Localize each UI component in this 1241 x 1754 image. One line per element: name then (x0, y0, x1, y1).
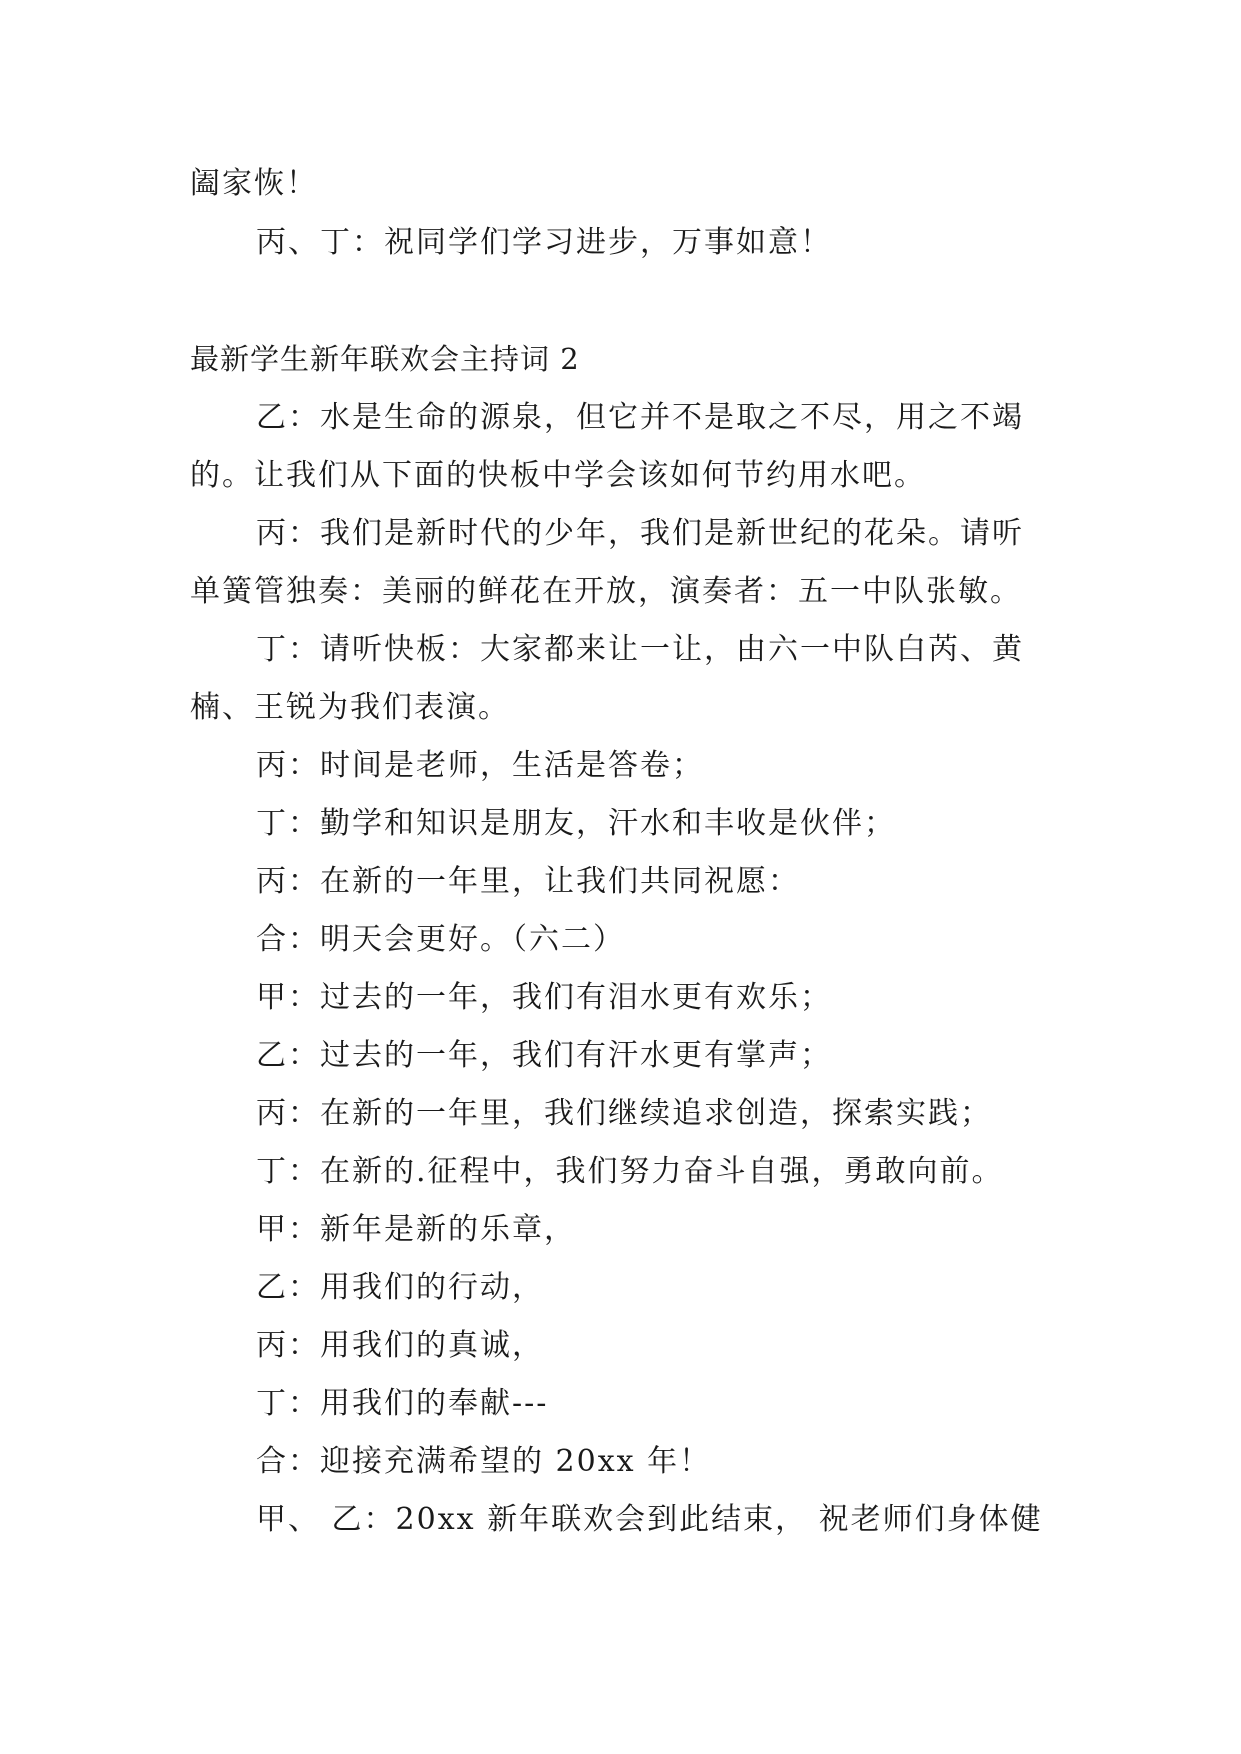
body-line: 丙：在新的一年里，我们继续追求创造，探索实践； (256, 1096, 992, 1131)
body-line: 丁：勤学和知识是朋友，汗水和丰收是伙伴； (256, 806, 896, 841)
body-line: 甲：过去的一年，我们有泪水更有欢乐； (256, 980, 832, 1015)
section-title: 最新学生新年联欢会主持词 2 (190, 342, 580, 376)
body-line: 丁：请听快板：大家都来让一让，由六一中队白芮、黄 (256, 632, 1024, 667)
closing-wish-line: 丙、丁：祝同学们学习进步，万事如意！ (256, 225, 832, 260)
body-line: 丙：我们是新时代的少年，我们是新世纪的花朵。请听 (256, 516, 1024, 551)
body-line: 乙：用我们的行动， (256, 1270, 544, 1305)
body-line: 单簧管独奏：美丽的鲜花在开放，演奏者：五一中队张敏。 (190, 574, 1022, 609)
body-line: 丁：在新的.征程中，我们努力奋斗自强，勇敢向前。 (256, 1154, 1004, 1189)
body-line: 合：明天会更好。（六二） (256, 922, 625, 957)
body-line: 乙：过去的一年，我们有汗水更有掌声； (256, 1038, 832, 1073)
body-line: 甲：新年是新的乐章， (256, 1212, 576, 1247)
body-line: 丙：在新的一年里，让我们共同祝愿： (256, 864, 800, 899)
body-line: 丙：用我们的真诚， (256, 1328, 544, 1363)
body-line: 丁：用我们的奉献--- (256, 1386, 549, 1421)
body-line: 乙：水是生命的源泉，但它并不是取之不尽，用之不竭 (256, 400, 1024, 435)
body-line: 楠、王锐为我们表演。 (190, 690, 510, 725)
body-line: 甲、 乙：20xx 新年联欢会到此结束， 祝老师们身体健 (256, 1502, 1043, 1537)
body-line: 丙：时间是老师，生活是答卷； (256, 748, 704, 783)
body-line: 合：迎接充满希望的 20xx 年！ (256, 1444, 712, 1479)
continuation-line: 阖家恢！ (190, 166, 318, 201)
body-line: 的。让我们从下面的快板中学会该如何节约用水吧。 (190, 458, 926, 493)
